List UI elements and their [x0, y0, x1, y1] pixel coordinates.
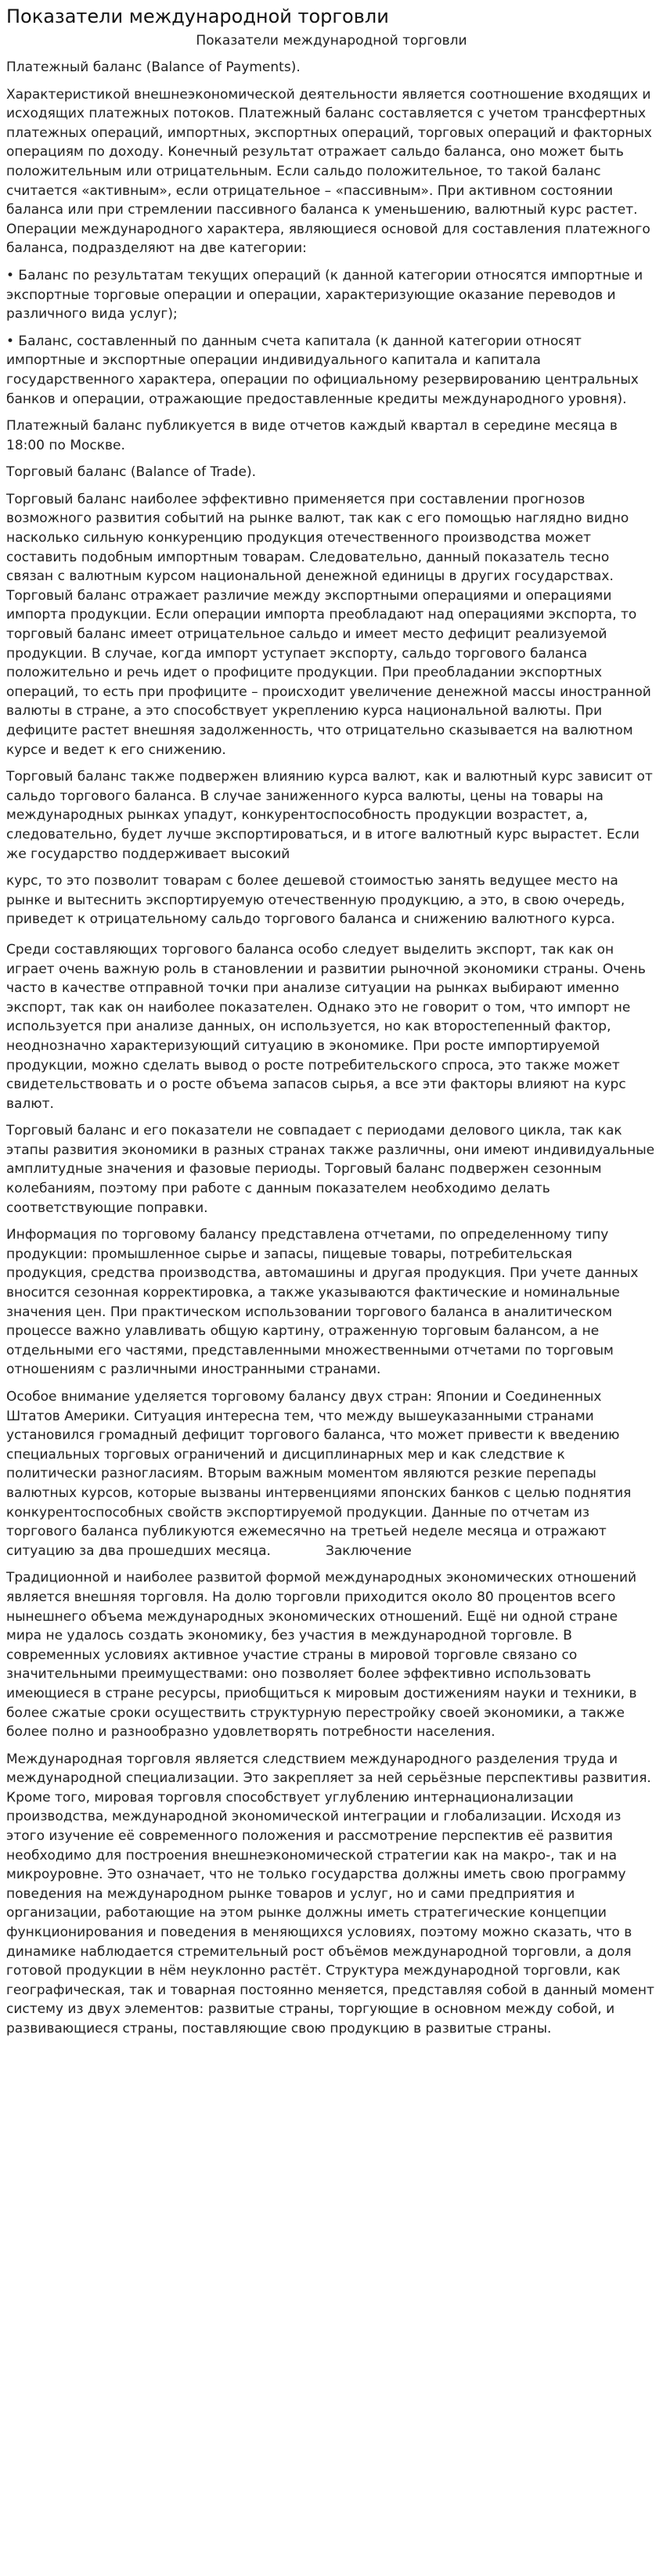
trade-paragraph: Информация по торговому балансу представлена отчетами, по определенному типу продукции: промышленное сырье и запасы, пищевые товары, потребительская продукция, средства производства, автомашины и другая продукция. При учете данных вносится сезонная корректировка, а также указываются фактические и номинальные значения цен. При практическом использовании торгового баланса в аналитическом процессе важно улавливать общую картину, отраженную торговым балансом, а не отдельными его частями, представленными множественными отчетами по торговым отношениям с различными иностранными странами. [6, 1227, 639, 1378]
trade-paragraph: Торговый баланс также подвержен влиянию курса валют, как и валютный курс зависит от сальдо торгового баланса. В случае заниженного курса валюты, цены на товары на международных рынках упадут, конкурентоспособность продукции возрастет, а, следовательно, будет лучше экспортироваться, и в итоге валютный курс вырастет. Если же государство поддерживает высокий [6, 769, 653, 862]
payments-heading: Платежный баланс (Balance of Payments). [6, 60, 301, 75]
trade-paragraph: курс, то это позволит товарам с более дешевой стоимостью занять ведущее место на рынке и вытеснить экспортируемую отечественную продукцию, а это, в свою очередь, приведет к отрицательному сальдо торгового баланса и снижению валютного курса. [6, 873, 625, 928]
trade-japan-usa-text: Особое внимание уделяется торговому балансу двух стран: Японии и Соединенных Штатов Америки. Ситуация интересна тем, что между вышеуказанными странами установился громадный дефицит торгового баланса, что может привести к введению специальных торговых ограничений и дисциплинарных мер и как следствие к политически разногласиям. Вторым важным моментом являются резкие перепады валютных курсов, которые вызваны интервенциями японских банков с целью поднятия конкурентоспособных свойств экспортируемой продукции. Данные по отчетам из торгового баланса публикуются ежемесячно на третьей неделе месяца и отражают ситуацию за два прошедших месяца. [6, 1389, 632, 1559]
trade-paragraph: Торговый баланс наиболее эффективно применяется при составлении прогнозов возможного развития событий на рынке валют, так как с его помощью наглядно видно насколько сильную конкуренцию продукция отечественного производства может составить подобным импортным товарам. Следовательно, данный показатель тесно связан с валютным курсом национальной денежной единицы в других государствах. Торговый баланс отражает различие между экспортными операциями и операциями импорта продукции. Если операции импорта преобладают над операциями экспорта, то торговый баланс имеет отрицательное сальдо и имеет место дефицит реализуемой продукции. В случае, когда импорт уступает экспорту, сальдо торгового баланса положительно и речь идет о профиците продукции. При преобладании экспортных операций, то есть при профиците – происходит увеличение денежной массы иностранной валюты в стране, а это способствует укреплению курса национальной валюты. При дефиците растет внешняя задолженность, что отрицательно сказывается на валютном курсе и ведет к его снижению. [6, 491, 651, 758]
page-title: Показатели международной торговли [6, 5, 389, 27]
payments-intro-paragraph: Характеристикой внешнеэкономической деятельности является соотношение входящих и исходящих платежных потоков. Платежный баланс составляется с учетом трансфертных платежных операций, импортных, экспортных операций, торговых операций и факторных операциям по доходу. Конечный результат отражает сальдо баланса, оно может быть положительным или отрицательным. Если сальдо положительное, то такой баланс считается «активным», если отрицательное – «пассивным». При активном состоянии баланса или при стремлении пассивного баланса к уменьшению, валютный курс растет. Операции международного характера, являющиеся основой для составления платежного баланса, подразделяют на две категории: [6, 86, 652, 257]
payments-schedule-paragraph: Платежный баланс публикуется в виде отчетов каждый квартал в середине месяца в 18:00 по Москве. [6, 418, 618, 453]
conclusion-paragraph: Традиционной и наиболее развитой формой международных экономических отношений является внешняя торговля. На долю торговли приходится около 80 процентов всего нынешнего объема международных экономических отношений. Ещё ни одной стране мира не удалось создать экономику, без участия в международной торговле. В современных условиях активное участие страны в мировой торговле связано со значительными преимуществами: оно позволяет более эффективно использовать имеющиеся в стране ресурсы, приобщиться к мировым достижениям науки и техники, в более сжатые сроки осуществить структурную перестройку своей экономики, а также более полно и разнообразно удовлетворять потребности населения. [6, 1570, 637, 1741]
payments-bullet-current: • Баланс по результатам текущих операций (к данной категории относятся импортные и экспортные торговые операции и операции, характеризующие оказание переводов и различного вида услуг); [6, 267, 643, 323]
document-subtitle: Показатели международной торговли [196, 33, 467, 49]
trade-paragraph [6, 1387, 657, 1560]
payments-bullet-capital: • Баланс, составленный по данным счета капитала (к данной категории относят импортные и экспортные операции индивидуального капитала и капитала государственного характера, операции по официальному резервированию центральных банков и операции, отражающие предоставленные кредиты международного уровня). [6, 333, 639, 407]
conclusion-label: Заключение [325, 1542, 412, 1559]
conclusion-paragraph: Международная торговля является следствием международного разделения труда и международной специализации. Это закрепляет за ней серьёзные перспективы развития. Кроме того, мировая торговля способствует углублению интернационализации производства, международной экономической интеграции и глобализации. Исходя из этого изучение её современного положения и рассмотрение перспектив её развития необходимо для построения внешнеэкономической стратегии как на макро-, так и на микроуровне. Это означает, что не только государства должны иметь свою программу поведения на международном рынке товаров и услуг, но и сами предприятия и организации, работающие на этом рынке должны иметь стратегические концепции функционирования и поведения в меняющихся условиях, поэтому можно сказать, что в динамике наблюдается стремительный рост объёмов международной торговли, а доля готовой продукции в нём неуклонно растёт. Структура международной торговли, как географическая, так и товарная постоянно меняется, представляя собой в данный момент систему из двух элементов: развитые страны, торгующие в основном между собой, и развивающиеся страны, поставляющие свою продукцию в развитые страны. [6, 1751, 654, 2037]
trade-paragraph: Среди составляющих торгового баланса особо следует выделить экспорт, так как он играет очень важную роль в становлении и развитии рыночной экономики страны. Очень часто в качестве отправной точки при анализе ситуации на рынках выбирают именно экспорт, так как он наиболее показателен. Однако это не говорит о том, что импорт не используется при анализе данных, он используется, но как второстепенный фактор, неоднозначно характеризующий ситуацию в экономике. При росте импортируемой продукции, можно сделать вывод о росте потребительского спроса, это также может свидетельствовать и о росте объема запасов сырья, а все эти факторы влияют на курс валют. [6, 941, 646, 1112]
trade-heading: Торговый баланс (Balance of Trade). [6, 464, 257, 481]
trade-paragraph: Торговый баланс и его показатели не совпадает с периодами делового цикла, так как этапы развития экономики в разных странах также различны, они имеют индивидуальные амплитудные значения и фазовые периоды. Торговый баланс подвержен сезонным колебаниям, поэтому при работе с данным показателем необходимо делать соответствующие поправки. [6, 1123, 655, 1216]
